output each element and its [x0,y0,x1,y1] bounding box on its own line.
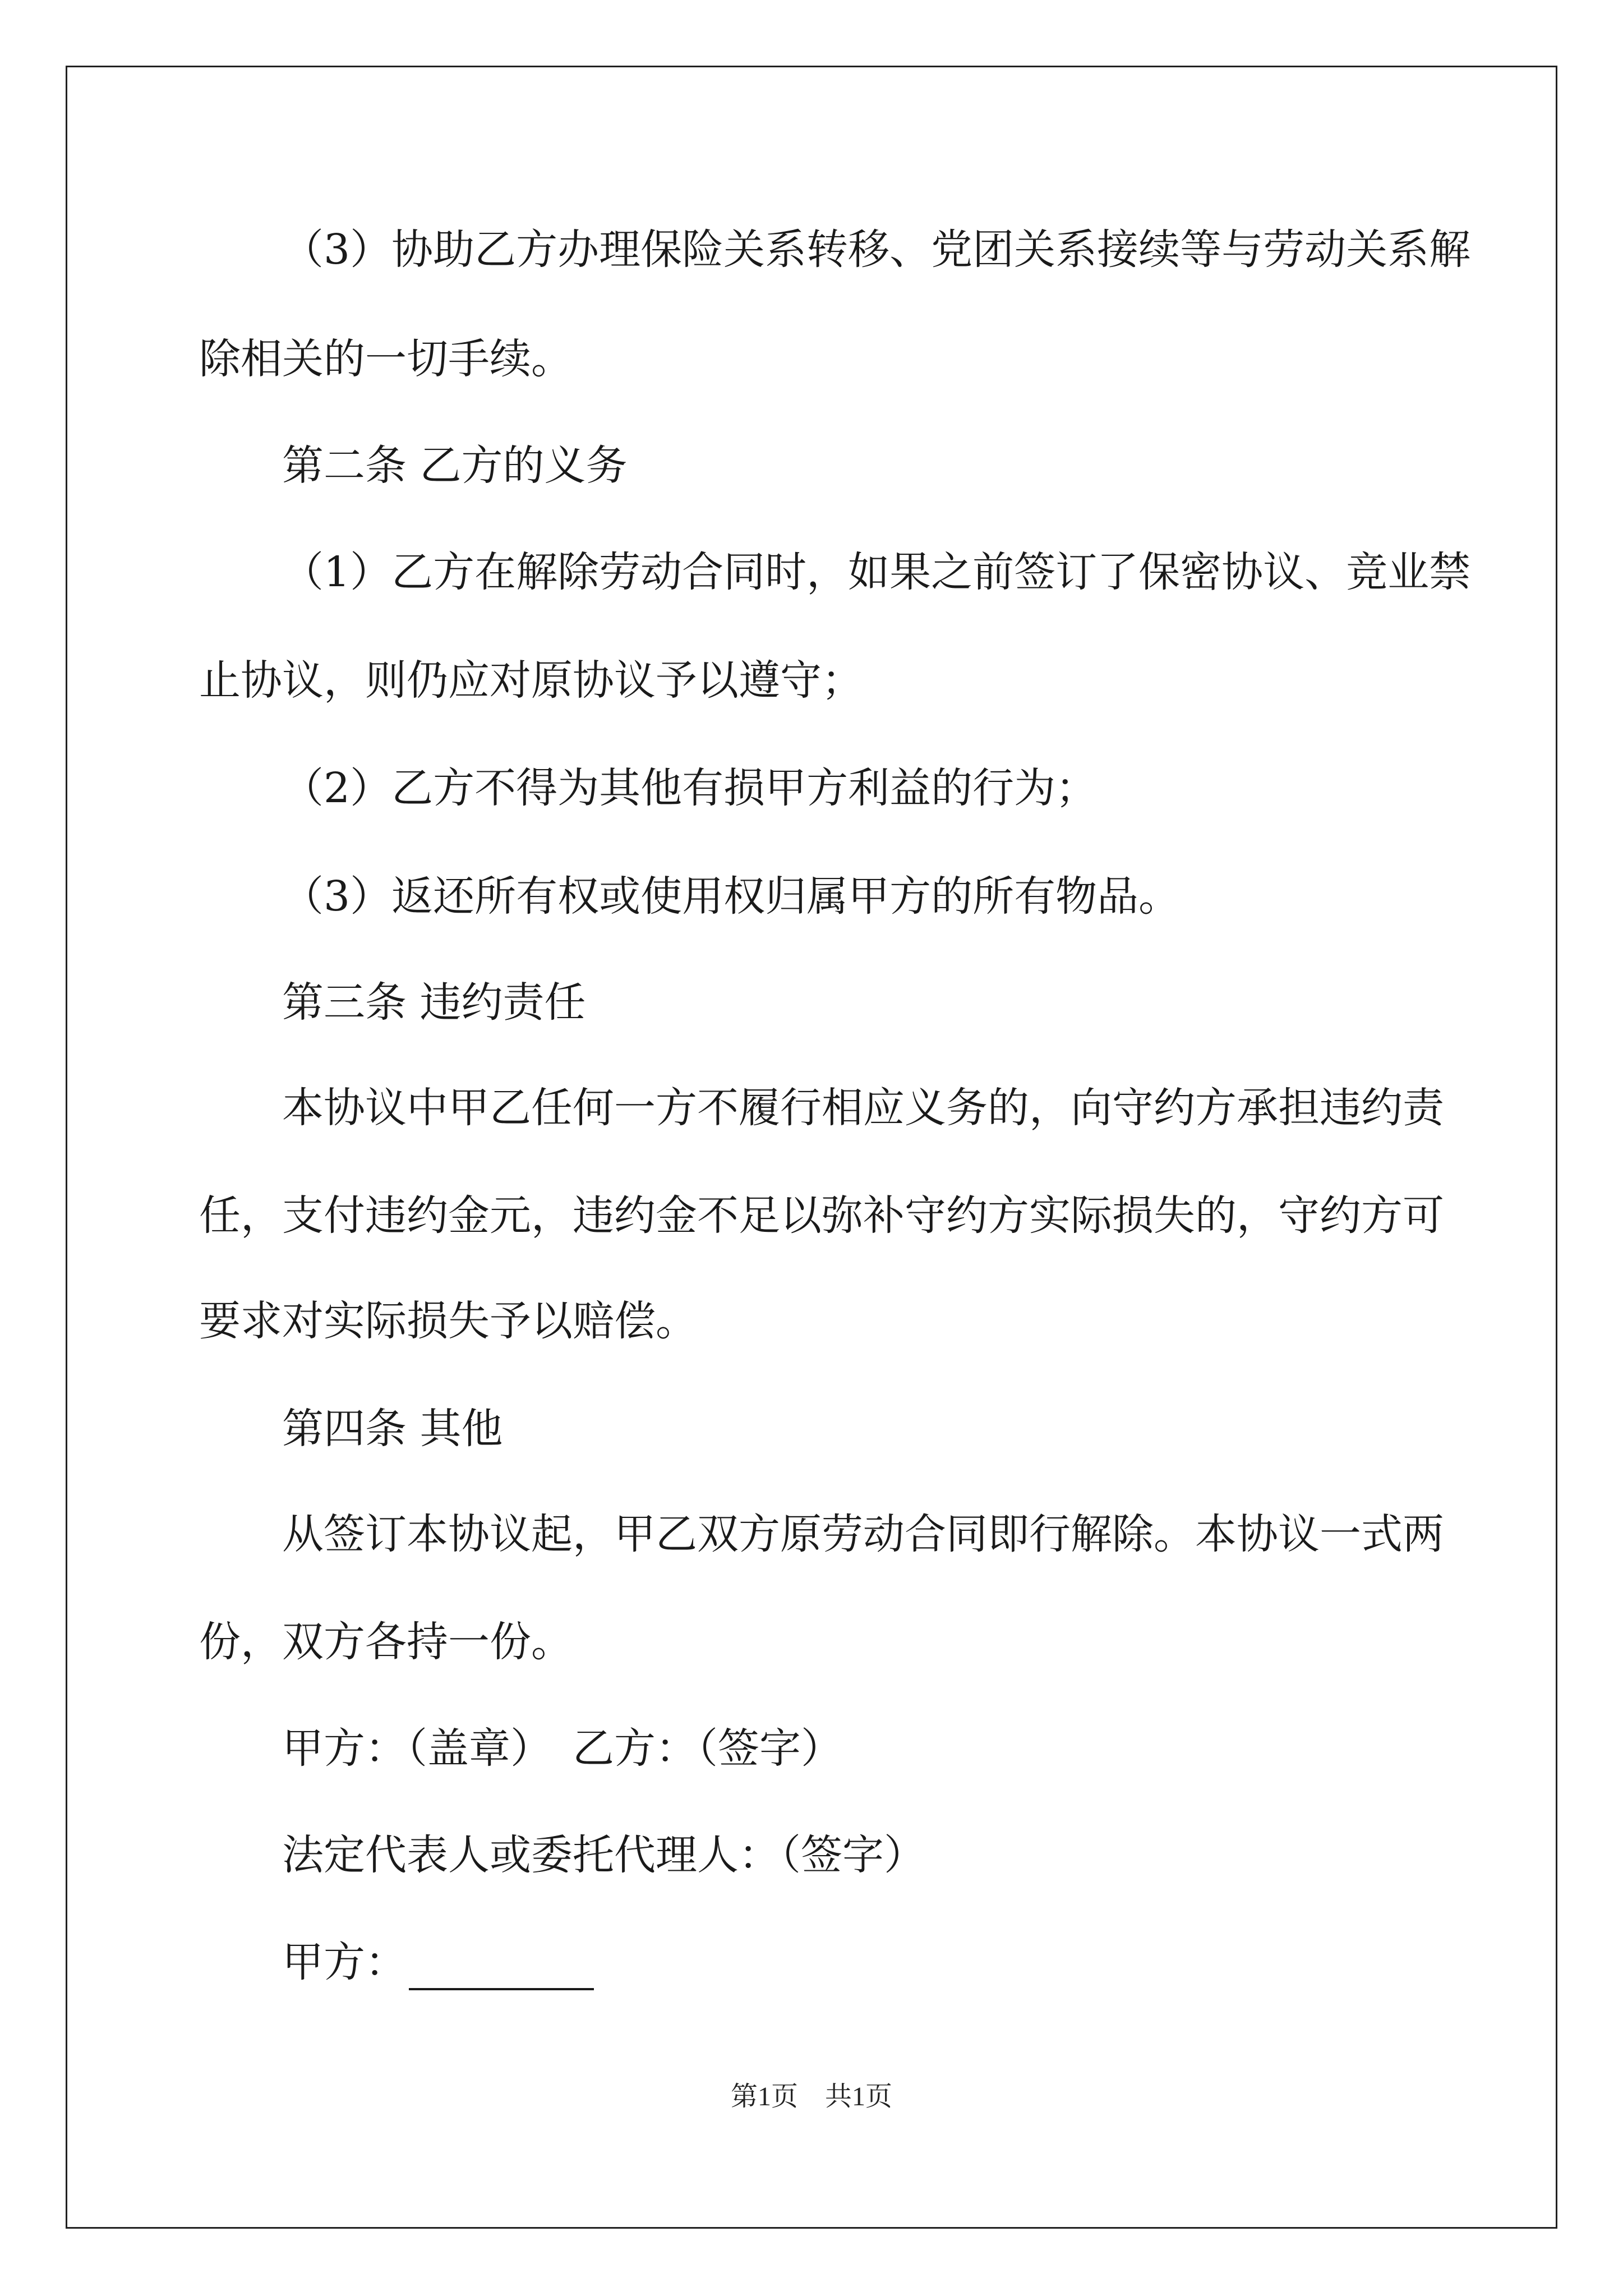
article-heading: 第二条 乙方的义务 [282,441,628,490]
paragraph-line: 要求对实际损失予以赔偿。 [199,1297,697,1345]
paragraph-line: 从签订本协议起，甲乙双方原劳动合同即行解除。本协议一式两 [282,1510,1444,1558]
paragraph-line: （3）返还所有权或使用权归属甲方的所有物品。 [282,872,1181,921]
party-a-label: 甲方： [282,1938,407,1986]
signature-line: 法定代表人或委托代理人：（签字） [282,1831,925,1879]
signature-blank [409,1949,594,1990]
paragraph-line: （1）乙方在解除劳动合同时，如果之前签订了保密协议、竞业禁 [282,548,1471,596]
signature-line: 甲方：（盖章） 乙方：（签字） [282,1724,842,1773]
paragraph-line: （2）乙方不得为其他有损甲方利益的行为； [282,764,1098,812]
article-heading: 第三条 违约责任 [282,978,586,1027]
article-heading: 第四条 其他 [282,1405,503,1453]
paragraph-line: 份，双方各持一份。 [199,1618,573,1666]
paragraph-line: 除相关的一切手续。 [199,335,573,383]
signature-line [282,1934,594,1990]
page-footer: 第1页 共1页 [730,2082,892,2111]
paragraph-line: 本协议中甲乙任何一方不履行相应义务的，向守约方承担违约责 [282,1084,1444,1132]
paragraph-line: （3）协助乙方办理保险关系转移、党团关系接续等与劳动关系解 [282,226,1471,274]
paragraph-line: 任，支付违约金元，违约金不足以弥补守约方实际损失的，守约方可 [199,1191,1444,1240]
paragraph-line: 止协议，则仍应对原协议予以遵守； [199,656,863,705]
page-border [66,66,1557,2229]
